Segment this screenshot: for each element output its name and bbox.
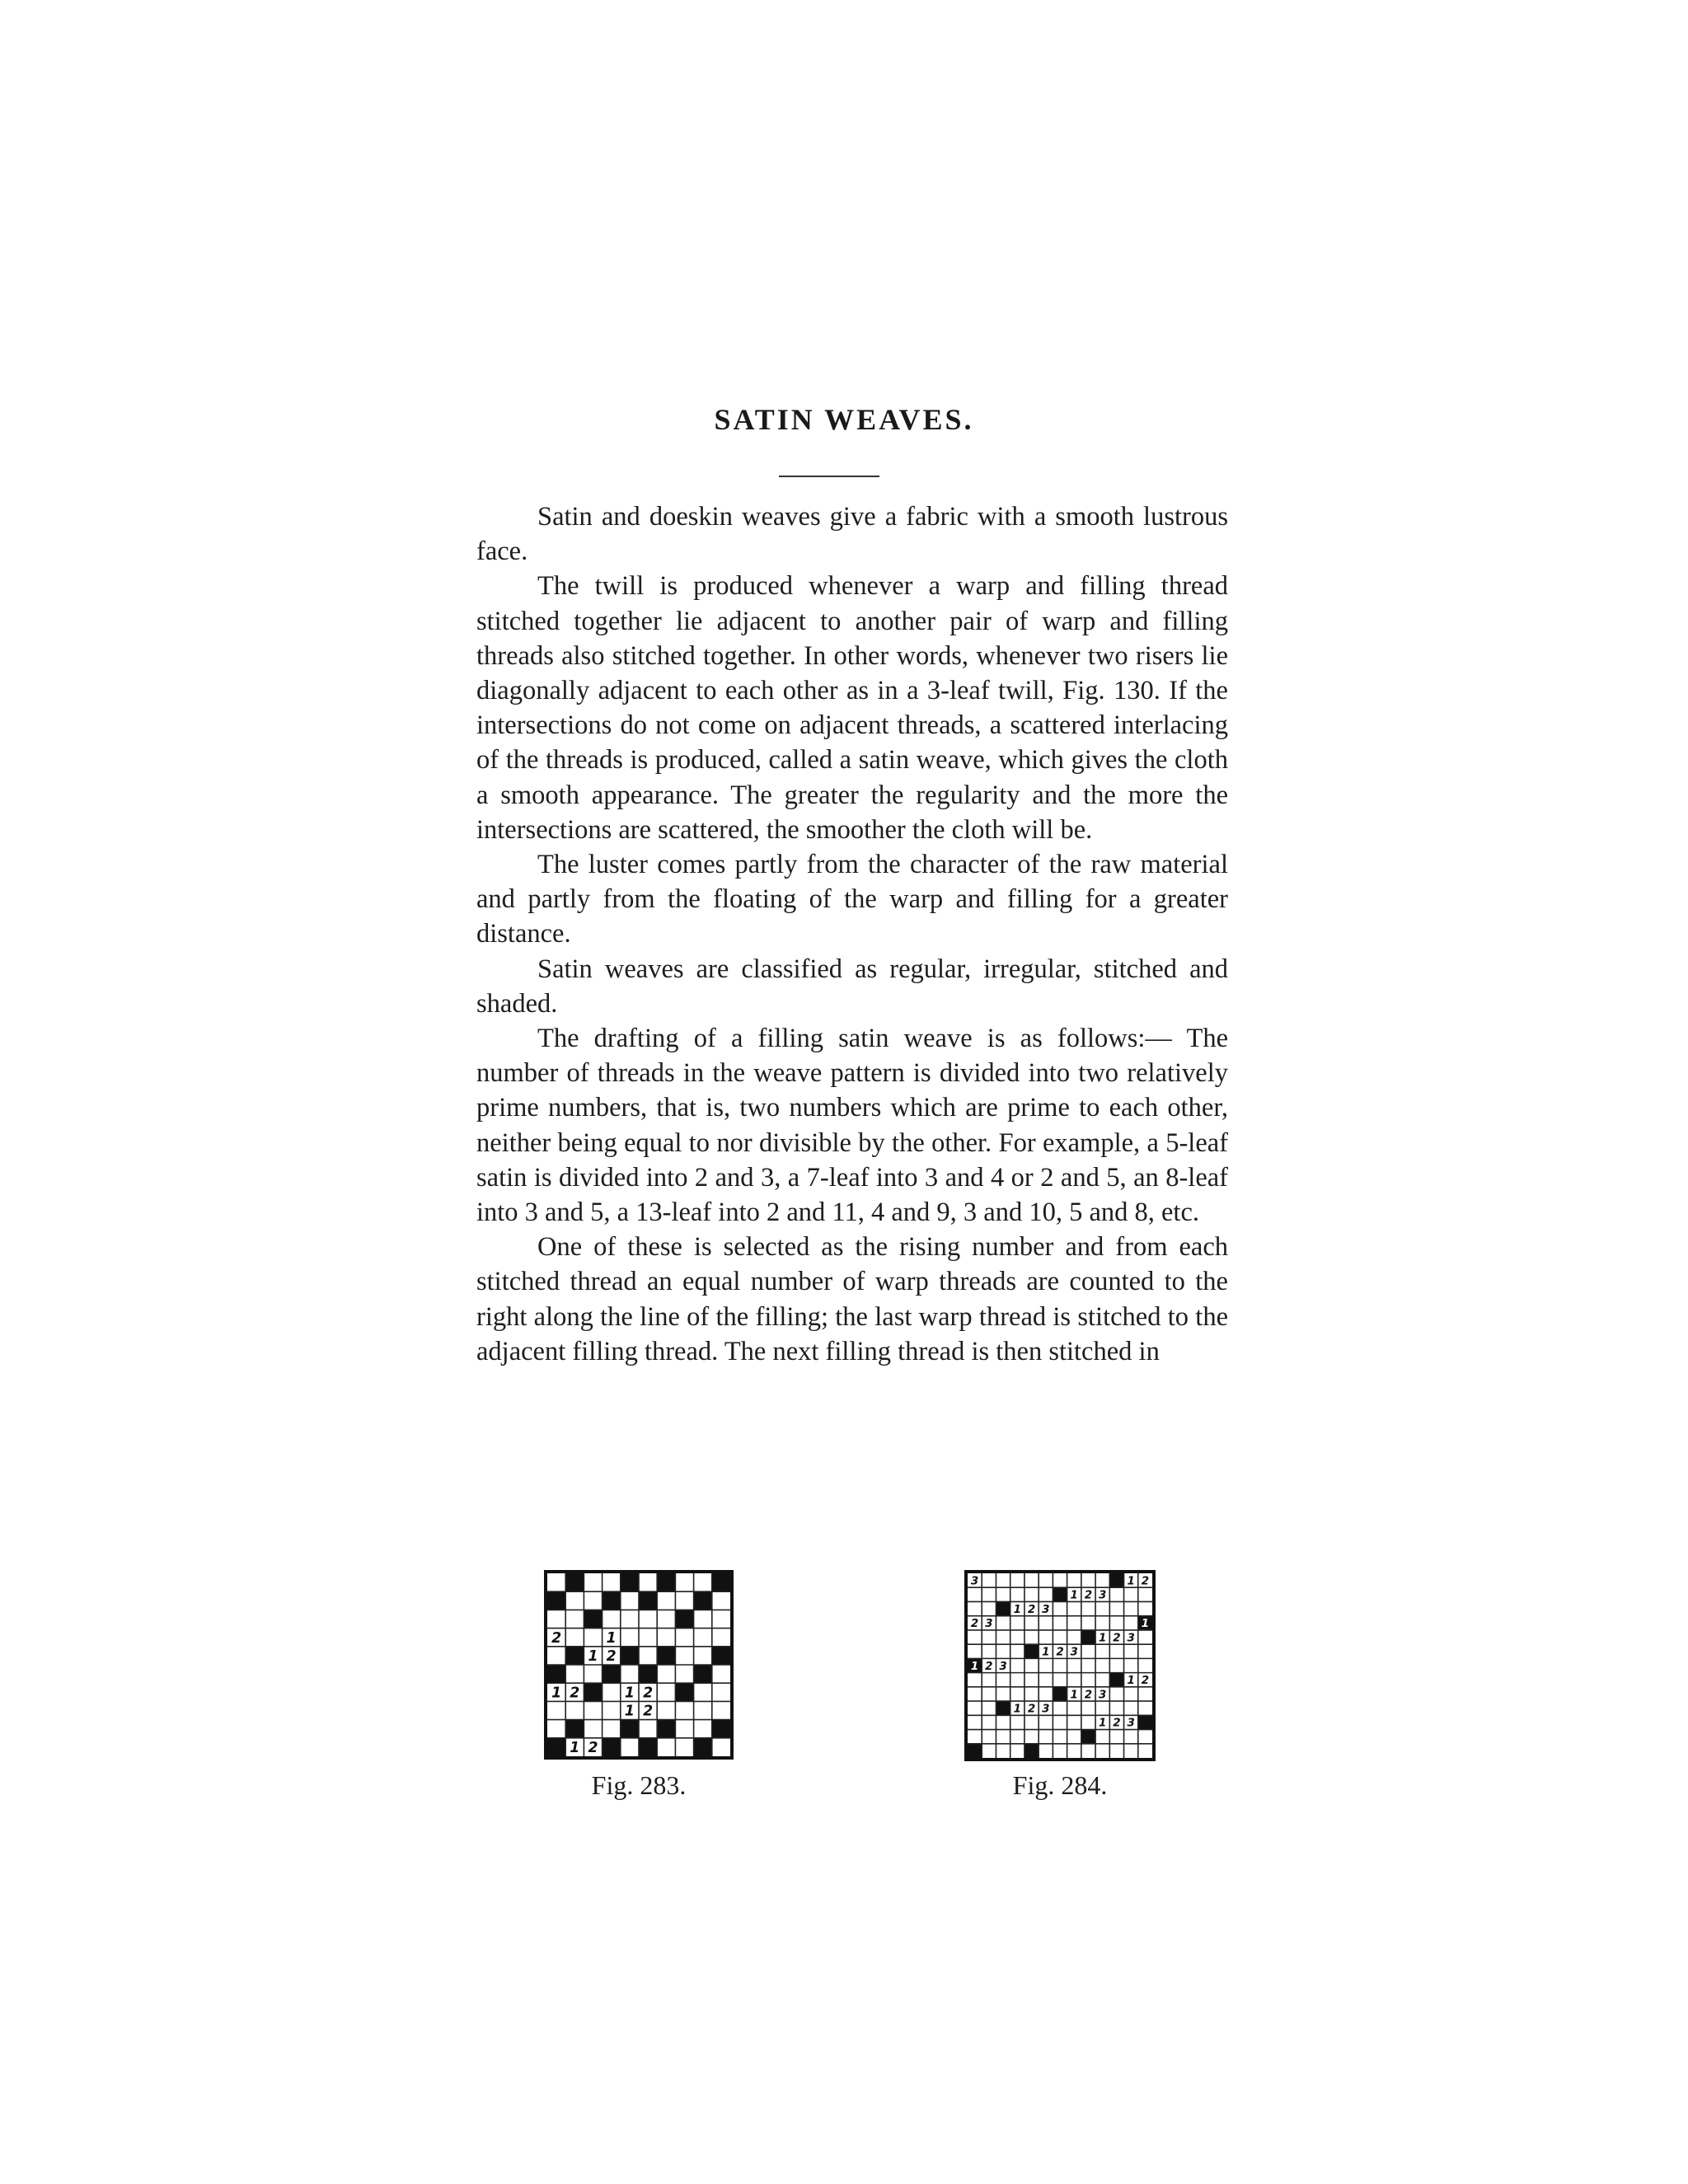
riser-square <box>1053 1687 1067 1701</box>
grid-number: 3 <box>1099 1689 1107 1702</box>
figure-283-caption: Fig. 283. <box>591 1770 687 1800</box>
page-title: SATIN WEAVES. <box>714 403 974 436</box>
grid-number: 2 <box>1027 1603 1036 1616</box>
riser-square <box>712 1573 730 1591</box>
riser-square <box>694 1665 712 1683</box>
riser-square <box>1053 1587 1067 1601</box>
grid-number: 1 <box>1070 1689 1078 1702</box>
grid-number: 2 <box>1113 1632 1121 1645</box>
grid-number: 2 <box>1056 1646 1064 1659</box>
riser-square <box>639 1665 657 1683</box>
figure-283-weave-grid <box>544 1570 734 1760</box>
riser-square <box>565 1720 584 1738</box>
riser-square <box>603 1738 621 1756</box>
grid-number: 1 <box>588 1648 598 1666</box>
riser-square <box>621 1720 639 1738</box>
riser-square <box>1081 1730 1095 1744</box>
grid-number: 3 <box>970 1575 979 1588</box>
riser-square <box>1109 1573 1123 1587</box>
grid-number: 2 <box>643 1703 654 1720</box>
grid-number: 3 <box>1099 1589 1107 1602</box>
figure-284-weave-grid <box>964 1570 1156 1761</box>
title-rule <box>779 476 879 477</box>
paragraph: The drafting of a filling satin weave is as follows:— The number of threads in the weave pattern is divided into two relatively prime numbers, that is, two numbers which are prime to each other, neither being equal to nor divisible by the other. For example, a 5-leaf satin is divided into 2 and 3, a 7-leaf into 3 and 4 or 2 and 5, an 8-leaf into 3 and 5, a 13-leaf into 2 and 11, 4 and 9, 3 and 10, 5 and 8, etc. <box>476 1024 1228 1228</box>
grid-number: 1 <box>606 1629 617 1647</box>
grid-number: 3 <box>999 1660 1007 1673</box>
grid-number: 1 <box>624 1703 635 1720</box>
riser-square <box>603 1591 621 1610</box>
riser-square <box>584 1683 602 1701</box>
riser-square <box>712 1720 730 1738</box>
grid-number: 1 <box>1013 1703 1021 1716</box>
grid-number: 2 <box>985 1660 993 1673</box>
riser-square <box>1138 1715 1152 1729</box>
grid-number: 1 <box>970 1660 979 1673</box>
paragraph: One of these is selected as the rising number and from each stitched thread an equal number of warp threads are counted to the right along the line of the filling; the last warp thread is stitched to the adjacent filling thread. The next filling thread is then stitched in <box>476 1232 1228 1366</box>
grid-number: 3 <box>1127 1632 1135 1645</box>
riser-square <box>584 1610 602 1628</box>
figure-284-caption: Fig. 284. <box>1012 1770 1108 1800</box>
riser-square <box>1025 1644 1039 1658</box>
grid-number: 2 <box>606 1648 617 1666</box>
grid-number: 1 <box>624 1685 635 1702</box>
riser-square <box>694 1738 712 1756</box>
grid-number: 2 <box>1084 1589 1093 1602</box>
grid-number: 2 <box>551 1629 562 1647</box>
grid-number: 1 <box>570 1740 580 1757</box>
riser-square <box>565 1573 584 1591</box>
riser-square <box>621 1647 639 1665</box>
grid-number: 2 <box>588 1740 598 1757</box>
riser-square <box>603 1665 621 1683</box>
grid-number: 2 <box>570 1685 580 1702</box>
grid-number: 1 <box>1127 1675 1135 1688</box>
paragraph: Satin and doeskin weaves give a fabric with a smooth lustrous face. <box>476 502 1228 567</box>
paragraph: The twill is produced whenever a warp and filling thread stitched together lie adjacent to another pair of warp and filling threads also stitched together. In other words, whenever two risers lie diagonally adjacent to each other as in a 3-leaf twill, Fig. 130. If the intersections do not come on adjacent threads, a scattered interlacing of the threads is produced, called a satin weave, which gives the cloth a smooth appearance. The greater the regularity and the more the intersections are scattered, the smoother the cloth will be. <box>476 571 1228 845</box>
riser-square <box>1109 1673 1123 1687</box>
riser-square <box>565 1647 584 1665</box>
riser-square <box>621 1573 639 1591</box>
riser-square <box>675 1683 693 1701</box>
riser-square <box>657 1573 675 1591</box>
grid-number: 2 <box>1084 1689 1093 1702</box>
grid-number: 1 <box>1099 1632 1107 1645</box>
grid-number: 1 <box>1013 1603 1021 1616</box>
grid-number: 1 <box>1141 1618 1150 1631</box>
riser-square <box>1081 1630 1095 1644</box>
riser-square <box>547 1665 565 1683</box>
riser-square <box>712 1647 730 1665</box>
grid-number: 3 <box>1070 1646 1078 1659</box>
grid-number: 1 <box>1099 1717 1107 1730</box>
grid-number: 1 <box>551 1685 562 1702</box>
grid-number: 2 <box>1141 1575 1150 1588</box>
riser-square <box>694 1591 712 1610</box>
grid-number: 2 <box>643 1685 654 1702</box>
riser-square <box>639 1738 657 1756</box>
riser-square <box>547 1738 565 1756</box>
riser-square <box>1025 1744 1039 1758</box>
riser-square <box>547 1591 565 1610</box>
body-text <box>476 499 1228 1369</box>
grid-number: 3 <box>1042 1703 1050 1716</box>
grid-number: 1 <box>1127 1575 1135 1588</box>
grid-number: 3 <box>1042 1603 1050 1616</box>
grid-number: 2 <box>1027 1703 1036 1716</box>
riser-square <box>675 1610 693 1628</box>
riser-square <box>996 1701 1010 1715</box>
riser-square <box>657 1720 675 1738</box>
paragraph: Satin weaves are classified as regular, irregular, stitched and shaded. <box>476 954 1228 1019</box>
grid-number: 2 <box>1113 1717 1121 1730</box>
paragraph: The luster comes partly from the character of the raw material and partly from the floating of the warp and filling for a greater distance. <box>476 850 1228 949</box>
grid-number: 1 <box>1070 1589 1078 1602</box>
riser-square <box>996 1601 1010 1615</box>
grid-number: 2 <box>1141 1675 1150 1688</box>
grid-number: 2 <box>970 1618 979 1631</box>
riser-square <box>657 1647 675 1665</box>
grid-number: 3 <box>985 1618 993 1631</box>
grid-number: 1 <box>1042 1646 1050 1659</box>
grid-number: 3 <box>1127 1717 1135 1730</box>
riser-square <box>968 1744 982 1758</box>
riser-square <box>639 1591 657 1610</box>
